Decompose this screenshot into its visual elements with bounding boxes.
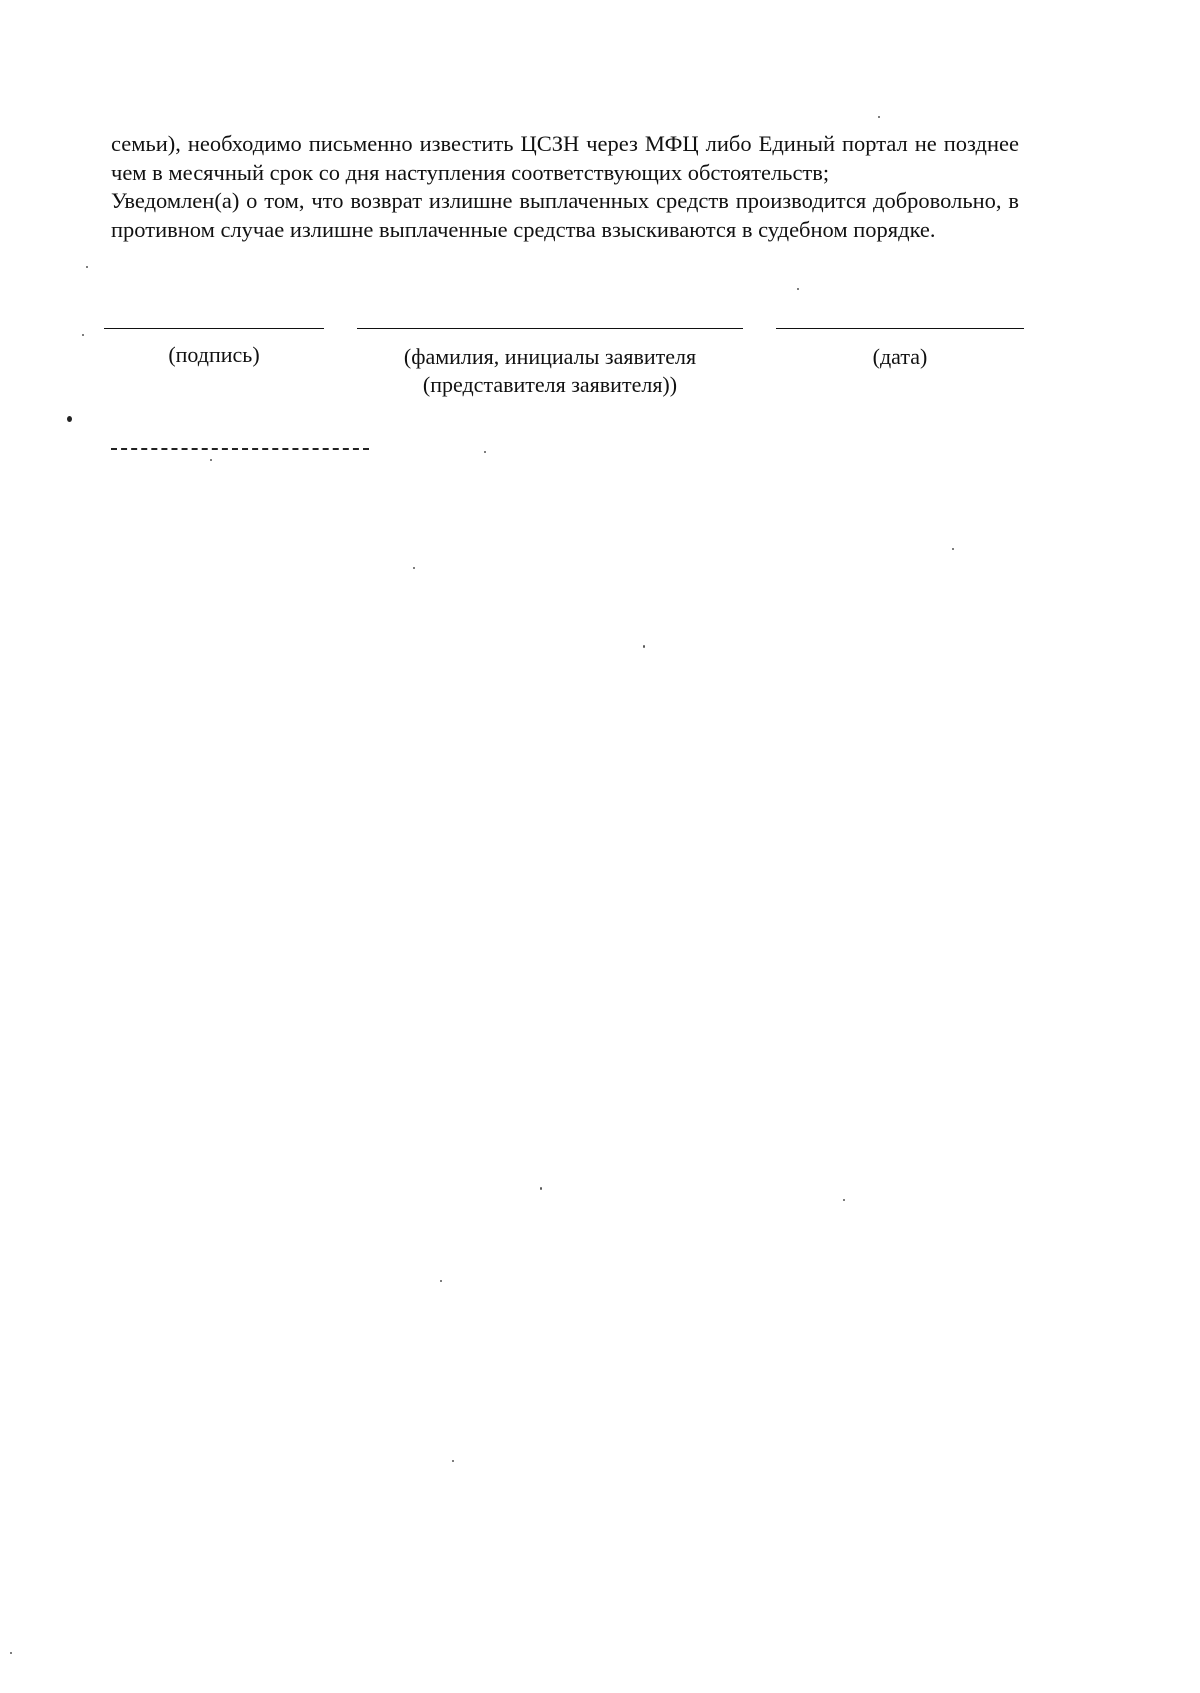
scan-speck <box>540 1187 542 1190</box>
paragraph-refund-notice: Уведомлен(а) о том, что возврат излишне выплаченных средств производится добровольно, в противном случае излишне выплаченные средства взыскиваются в судебном порядке. <box>111 188 1019 242</box>
date-line <box>776 328 1024 329</box>
scan-speck <box>843 1199 845 1201</box>
scan-speck <box>643 645 645 648</box>
scan-speck <box>797 288 799 290</box>
footnote-separator <box>111 448 369 450</box>
scan-speck <box>440 1280 442 1282</box>
scan-speck <box>82 334 84 336</box>
paragraph-notification-duty: семьи), необходимо письменно известить ЦСЗН через МФЦ либо Единый портал не позднее чем в месячный срок со дня наступления соответствующих обстоятельств; <box>111 131 1019 185</box>
scan-speck <box>210 459 212 461</box>
scan-speck <box>484 451 486 453</box>
signature-caption: (подпись) <box>168 342 260 367</box>
scan-speck <box>413 567 415 569</box>
name-caption-line1: (фамилия, инициалы заявителя <box>403 344 697 369</box>
scan-speck <box>452 1460 454 1462</box>
scan-speck <box>878 116 880 118</box>
signature-line <box>104 328 324 329</box>
body-text <box>111 130 1019 244</box>
scan-speck <box>67 416 72 422</box>
name-caption-line2: (представителя заявителя)) <box>422 372 678 397</box>
scan-speck <box>10 1652 12 1654</box>
scan-speck <box>952 548 954 550</box>
scan-speck <box>86 266 88 268</box>
date-caption: (дата) <box>872 344 928 369</box>
name-line <box>357 328 743 329</box>
